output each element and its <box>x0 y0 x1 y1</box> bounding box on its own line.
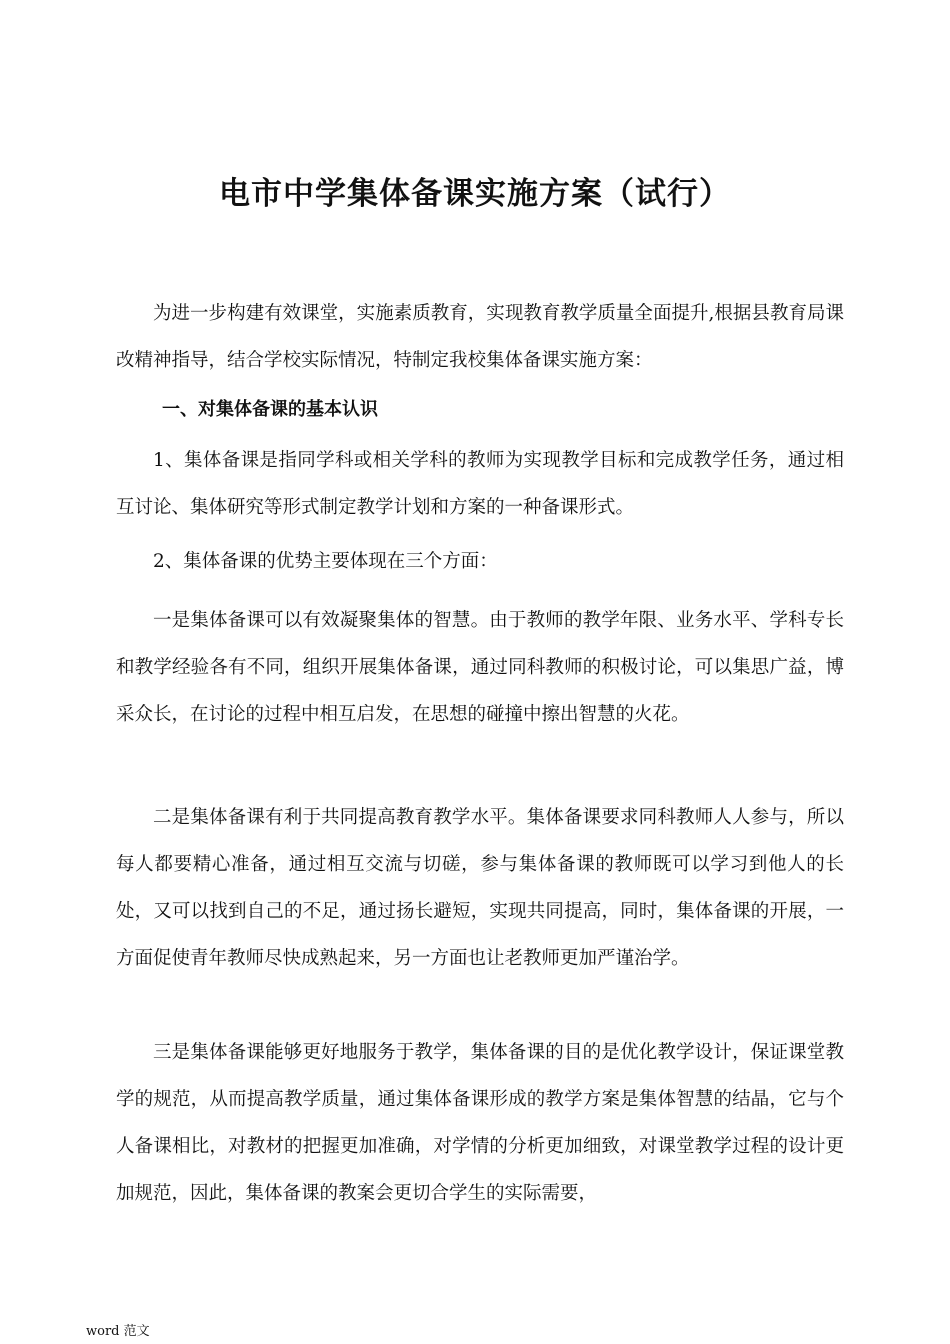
document-title: 电市中学集体备课实施方案（试行） <box>219 176 731 212</box>
advantage-2-paragraph: 二是集体备课有利于共同提高教育教学水平。集体备课要求同科教师人人参与，所以每人都要精心准备，通过相互交流与切磋，参与集体备课的教师既可以学习到他人的长处，又可以找到自己的不足，通过扬长避短，实现共同提高，同时，集体备课的开展，一方面促使青年教师尽快成熟起来，另一方面也让老教师更加严谨治学。 <box>116 807 844 969</box>
advantage-1-paragraph: 一是集体备课可以有效凝聚集体的智慧。由于教师的教学年限、业务水平、学科专长和教学经验各有不同，组织开展集体备课，通过同科教师的积极讨论，可以集思广益，博采众长，在讨论的过程中相互启发，在思想的碰撞中擦出智慧的火花。 <box>116 610 844 725</box>
point-2-paragraph: 2、集体备课的优势主要体现在三个方面： <box>153 551 498 572</box>
footer-label: word 范文 <box>86 1324 150 1339</box>
point-1-paragraph: 1、集体备课是指同学科或相关学科的教师为实现教学目标和完成教学任务，通过相互讨论、集体研究等形式制定教学计划和方案的一种备课形式。 <box>116 450 844 518</box>
intro-paragraph: 为进一步构建有效课堂，实施素质教育，实现教育教学质量全面提升,根据县教育局课改精神指导，结合学校实际情况，特制定我校集体备课实施方案： <box>116 303 844 371</box>
section-heading-1: 一、对集体备课的基本认识 <box>162 399 378 420</box>
advantage-3-paragraph: 三是集体备课能够更好地服务于教学，集体备课的目的是优化教学设计，保证课堂教学的规范，从而提高教学质量，通过集体备课形成的教学方案是集体智慧的结晶，它与个人备课相比，对教材的把握更加准确，对学情的分析更加细致，对课堂教学过程的设计更加规范，因此，集体备课的教案会更切合学生的实际需要， <box>116 1042 844 1204</box>
